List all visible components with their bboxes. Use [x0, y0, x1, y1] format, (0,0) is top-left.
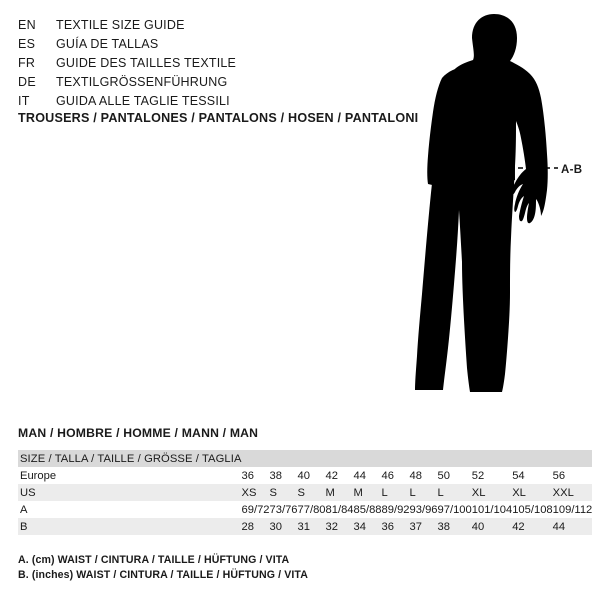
row-label: A [18, 501, 242, 518]
language-list [18, 16, 348, 111]
footnote-a: A. (cm) WAIST / CINTURA / TAILLE / HÜFTUNG / VITA [18, 554, 290, 566]
cell: L [410, 484, 438, 501]
model-figure [398, 8, 593, 408]
cell: 32 [326, 518, 354, 535]
cell: 44 [354, 467, 382, 484]
row-label: US [18, 484, 242, 501]
measure-label-ab: A-B [561, 164, 583, 176]
language-title: GUÍA DE TALLAS [56, 37, 159, 51]
cell: 40 [472, 518, 512, 535]
cell [382, 450, 410, 467]
cell: 77/80 [298, 501, 326, 518]
cell: 36 [242, 467, 270, 484]
cell [270, 450, 298, 467]
cell: 30 [270, 518, 298, 535]
cell: 40 [298, 467, 326, 484]
language-code: EN [18, 18, 36, 32]
cell: 109/112 [553, 501, 593, 518]
row-label: B [18, 518, 242, 535]
cell [242, 450, 270, 467]
size-table-wrapper [18, 450, 593, 535]
language-title: GUIDA ALLE TAGLIE TESSILI [56, 94, 230, 108]
row-label: Europe [18, 467, 242, 484]
table-row [18, 518, 592, 535]
category-title: TROUSERS / PANTALONES / PANTALONS / HOSEN / PANTALONI [18, 111, 419, 125]
language-row [18, 35, 348, 54]
cell: 50 [438, 467, 472, 484]
cell: 31 [298, 518, 326, 535]
table-row [18, 450, 592, 467]
table-group-title: MAN / HOMBRE / HOMME / MANN / MAN [18, 426, 259, 440]
cell [553, 450, 593, 467]
cell [472, 450, 512, 467]
table-row [18, 467, 592, 484]
cell: 48 [410, 467, 438, 484]
cell [410, 450, 438, 467]
cell [354, 450, 382, 467]
cell: 44 [553, 518, 593, 535]
cell: 81/84 [326, 501, 354, 518]
cell: 93/96 [410, 501, 438, 518]
cell: L [382, 484, 410, 501]
cell: XS [242, 484, 270, 501]
language-row [18, 16, 348, 35]
cell [438, 450, 472, 467]
language-title: TEXTILE SIZE GUIDE [56, 18, 185, 32]
table-row [18, 501, 592, 518]
cell: L [438, 484, 472, 501]
cell: 34 [354, 518, 382, 535]
language-code: ES [18, 37, 36, 51]
cell: 105/108 [512, 501, 552, 518]
footnote-b: B. (inches) WAIST / CINTURA / TAILLE / HÜFTUNG / VITA [18, 569, 308, 581]
cell: M [354, 484, 382, 501]
cell: 36 [382, 518, 410, 535]
cell: S [298, 484, 326, 501]
cell: 28 [242, 518, 270, 535]
cell: 73/76 [270, 501, 298, 518]
cell [512, 450, 552, 467]
cell: 37 [410, 518, 438, 535]
cell: 89/92 [382, 501, 410, 518]
cell: M [326, 484, 354, 501]
language-row [18, 92, 348, 111]
cell: 42 [326, 467, 354, 484]
cell: S [270, 484, 298, 501]
row-label: SIZE / TALLA / TAILLE / GRÖSSE / TAGLIA [18, 450, 242, 467]
language-code: FR [18, 56, 36, 70]
language-row [18, 54, 348, 73]
language-title: GUIDE DES TAILLES TEXTILE [56, 56, 237, 70]
cell: 101/104 [472, 501, 512, 518]
table-row [18, 484, 592, 501]
cell: 38 [438, 518, 472, 535]
size-table [18, 450, 592, 535]
cell: 54 [512, 467, 552, 484]
cell: XXL [553, 484, 593, 501]
cell [326, 450, 354, 467]
cell: XL [512, 484, 552, 501]
language-row [18, 73, 348, 92]
cell [298, 450, 326, 467]
cell: 42 [512, 518, 552, 535]
language-code: DE [18, 75, 36, 89]
cell: 46 [382, 467, 410, 484]
cell: 69/72 [242, 501, 270, 518]
cell: 85/88 [354, 501, 382, 518]
cell: XL [472, 484, 512, 501]
cell: 52 [472, 467, 512, 484]
cell: 38 [270, 467, 298, 484]
language-code: IT [18, 94, 30, 108]
language-title: TEXTILGRÖSSENFÜHRUNG [56, 75, 228, 89]
male-silhouette-icon [398, 8, 593, 408]
footnotes [18, 553, 578, 583]
cell: 56 [553, 467, 593, 484]
cell: 97/100 [438, 501, 472, 518]
